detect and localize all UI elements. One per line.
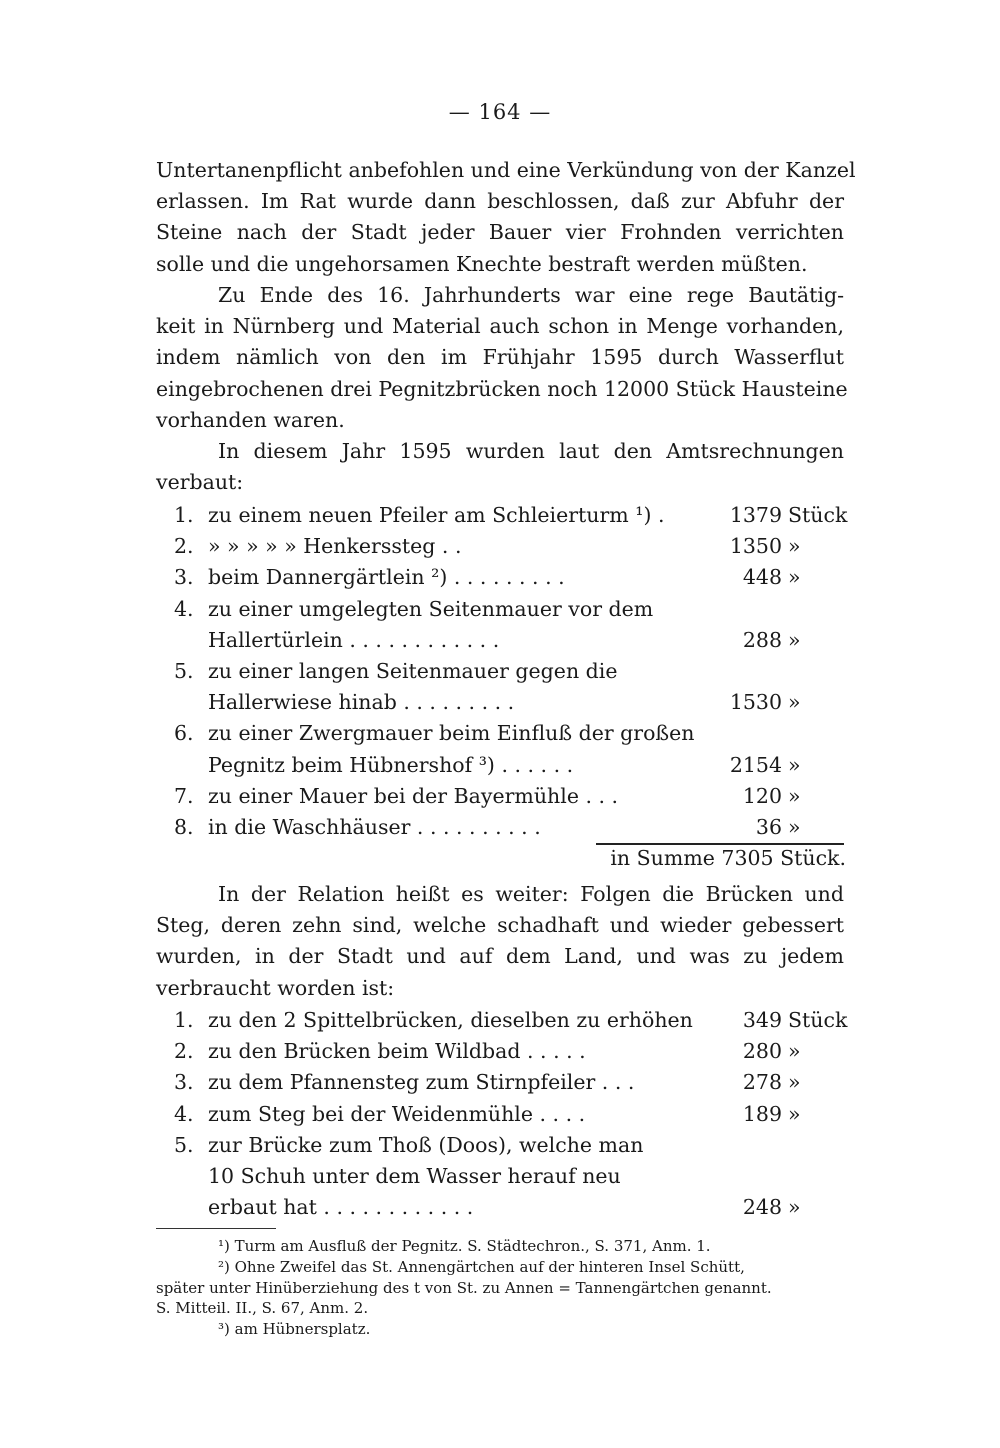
paragraph-3 bbox=[156, 436, 844, 498]
paragraph-4 bbox=[156, 879, 844, 1004]
item-unit: » bbox=[788, 534, 801, 559]
list-item bbox=[156, 531, 846, 562]
list-item bbox=[156, 781, 846, 812]
item-value: 1379 bbox=[729, 503, 782, 527]
item-value: 349 bbox=[742, 1008, 782, 1032]
text-line: Zu Ende des 16. Jahrhunderts war eine rege Bautätig- bbox=[218, 283, 844, 307]
list-item-continuation bbox=[156, 750, 846, 781]
item-text: Hallertürlein . . . . . . . . . . . . bbox=[208, 627, 500, 652]
item-text: erbaut hat . . . . . . . . . . . . bbox=[208, 1195, 474, 1220]
item-text: zu dem Pfannensteg zum Stirnpfeiler . . . bbox=[208, 1070, 635, 1095]
list-item bbox=[156, 1067, 846, 1098]
paragraph-2 bbox=[156, 280, 848, 436]
item-number: 2. bbox=[174, 1039, 194, 1064]
item-unit: » bbox=[788, 1195, 801, 1220]
item-number: 1. bbox=[174, 1008, 194, 1032]
item-value: 278 bbox=[742, 1070, 782, 1095]
item-value: 36 bbox=[755, 814, 782, 839]
item-number: 1. bbox=[174, 503, 194, 527]
sum-text: in Summe 7305 Stück. bbox=[610, 846, 846, 871]
list-item bbox=[156, 656, 846, 687]
item-value: 288 bbox=[742, 627, 782, 652]
list-item bbox=[156, 718, 846, 749]
item-text: » » » » » Henkerssteg . . bbox=[208, 534, 462, 559]
footnote-rule bbox=[156, 1228, 276, 1229]
item-value: 1530 bbox=[729, 690, 782, 715]
list-item bbox=[156, 500, 846, 531]
item-value: 189 bbox=[742, 1101, 782, 1126]
list-item bbox=[156, 562, 846, 593]
item-value: 448 bbox=[742, 565, 782, 590]
item-unit: » bbox=[788, 783, 801, 808]
item-number: 5. bbox=[174, 1132, 194, 1157]
stone-list-1 bbox=[156, 500, 846, 874]
text-line: Untertanenpflicht anbefohlen und eine Verkündung von der Kanzel bbox=[156, 158, 856, 182]
page-number: — 164 — bbox=[448, 100, 552, 124]
item-unit: » bbox=[788, 814, 801, 839]
text-line: In der Relation heißt es weiter: Folgen die Brücken und bbox=[218, 882, 844, 906]
footnote-2: ²) Ohne Zweifel das St. Annengärtchen auf der hinteren Insel Schütt, bbox=[218, 1257, 745, 1276]
item-unit: » bbox=[788, 1039, 801, 1064]
footnote-2-continued: S. Mitteil. II., S. 67, Anm. 2. bbox=[156, 1299, 369, 1318]
text-line: erlassen. Im Rat wurde dann beschlossen, daß zur Abfuhr der bbox=[156, 189, 844, 214]
item-unit: Stück bbox=[788, 1008, 848, 1032]
item-text: beim Dannergärtlein ²) . . . . . . . . . bbox=[208, 565, 565, 590]
item-text: zur Brücke zum Thoß (Doos), welche man bbox=[208, 1132, 644, 1157]
sum-row bbox=[156, 843, 846, 874]
text-line: verbaut: bbox=[156, 470, 244, 495]
list-item bbox=[156, 1130, 846, 1161]
footnotes bbox=[156, 1236, 846, 1340]
item-value: 1350 bbox=[729, 534, 782, 559]
item-unit: » bbox=[788, 690, 801, 715]
item-text: zu einer umgelegten Seitenmauer vor dem bbox=[208, 596, 654, 621]
list-item bbox=[156, 1099, 846, 1130]
item-number: 3. bbox=[174, 565, 194, 590]
footnote-1: ¹) Turm am Ausfluß der Pegnitz. S. Städtechron., S. 371, Anm. 1. bbox=[218, 1237, 711, 1255]
item-number: 2. bbox=[174, 534, 194, 559]
text-line: In diesem Jahr 1595 wurden laut den Amtsrechnungen bbox=[218, 439, 844, 463]
list-item bbox=[156, 1036, 846, 1067]
item-number: 5. bbox=[174, 658, 194, 683]
text-line: verbraucht worden ist: bbox=[156, 975, 395, 1000]
stone-list-2 bbox=[156, 1005, 846, 1223]
item-number: 3. bbox=[174, 1070, 194, 1095]
item-unit: » bbox=[788, 1070, 801, 1095]
item-number: 4. bbox=[174, 596, 194, 621]
item-text: zu den Brücken beim Wildbad . . . . . bbox=[208, 1039, 586, 1064]
item-number: 7. bbox=[174, 783, 194, 808]
text-line: keit in Nürnberg und Material auch schon in Menge vorhanden, bbox=[156, 314, 844, 339]
text-line: indem nämlich von den im Frühjahr 1595 durch Wasserflut bbox=[156, 345, 844, 370]
item-value: 248 bbox=[742, 1195, 782, 1220]
list-item bbox=[156, 1005, 846, 1036]
item-text: in die Waschhäuser . . . . . . . . . . bbox=[208, 814, 541, 839]
item-unit: » bbox=[788, 1101, 801, 1126]
text-line: Steg, deren zehn sind, welche schadhaft und wieder gebessert bbox=[156, 913, 844, 938]
item-unit: » bbox=[788, 752, 801, 777]
list-item-continuation bbox=[156, 1161, 846, 1192]
paragraph-1 bbox=[156, 155, 856, 280]
item-value: 2154 bbox=[729, 752, 782, 777]
footnote-3: ³) am Hübnersplatz. bbox=[218, 1320, 371, 1339]
text-line: vorhanden waren. bbox=[156, 407, 345, 432]
item-text: 10 Schuh unter dem Wasser herauf neu bbox=[208, 1163, 621, 1188]
item-text: zu den 2 Spittelbrücken, dieselben zu erhöhen bbox=[208, 1008, 693, 1032]
item-number: 8. bbox=[174, 814, 194, 839]
list-item bbox=[156, 594, 846, 625]
text-line: Steine nach der Stadt jeder Bauer vier Frohnden verrichten bbox=[156, 220, 844, 245]
item-number: 4. bbox=[174, 1101, 194, 1126]
item-value: 280 bbox=[742, 1039, 782, 1064]
item-text: zu einer Mauer bei der Bayermühle . . . bbox=[208, 783, 619, 808]
item-text: zum Steg bei der Weidenmühle . . . . bbox=[208, 1101, 586, 1126]
list-item-continuation bbox=[156, 625, 846, 656]
item-number: 6. bbox=[174, 721, 194, 746]
item-unit: Stück bbox=[788, 503, 848, 527]
text-line: eingebrochenen drei Pegnitzbrücken noch 12000 Stück Hausteine bbox=[156, 376, 848, 401]
item-unit: » bbox=[788, 565, 801, 590]
list-item bbox=[156, 812, 846, 843]
item-value: 120 bbox=[742, 783, 782, 808]
list-item-continuation bbox=[156, 1192, 846, 1223]
item-unit: » bbox=[788, 627, 801, 652]
text-line: wurden, in der Stadt und auf dem Land, und was zu jedem bbox=[156, 944, 844, 969]
item-text: zu einem neuen Pfeiler am Schleierturm ¹) . bbox=[208, 503, 665, 527]
text-line: solle und die ungehorsamen Knechte bestraft werden müßten. bbox=[156, 251, 808, 276]
footnote-2-continued: später unter Hinüberziehung des t von St. zu Annen = Tannengärtchen genannt. bbox=[156, 1278, 772, 1297]
item-text: Hallerwiese hinab . . . . . . . . . bbox=[208, 690, 515, 715]
item-text: zu einer langen Seitenmauer gegen die bbox=[208, 658, 618, 683]
item-text: zu einer Zwergmauer beim Einfluß der großen bbox=[208, 721, 695, 746]
list-item-continuation bbox=[156, 687, 846, 718]
item-text: Pegnitz beim Hübnershof ³) . . . . . . bbox=[208, 752, 574, 777]
